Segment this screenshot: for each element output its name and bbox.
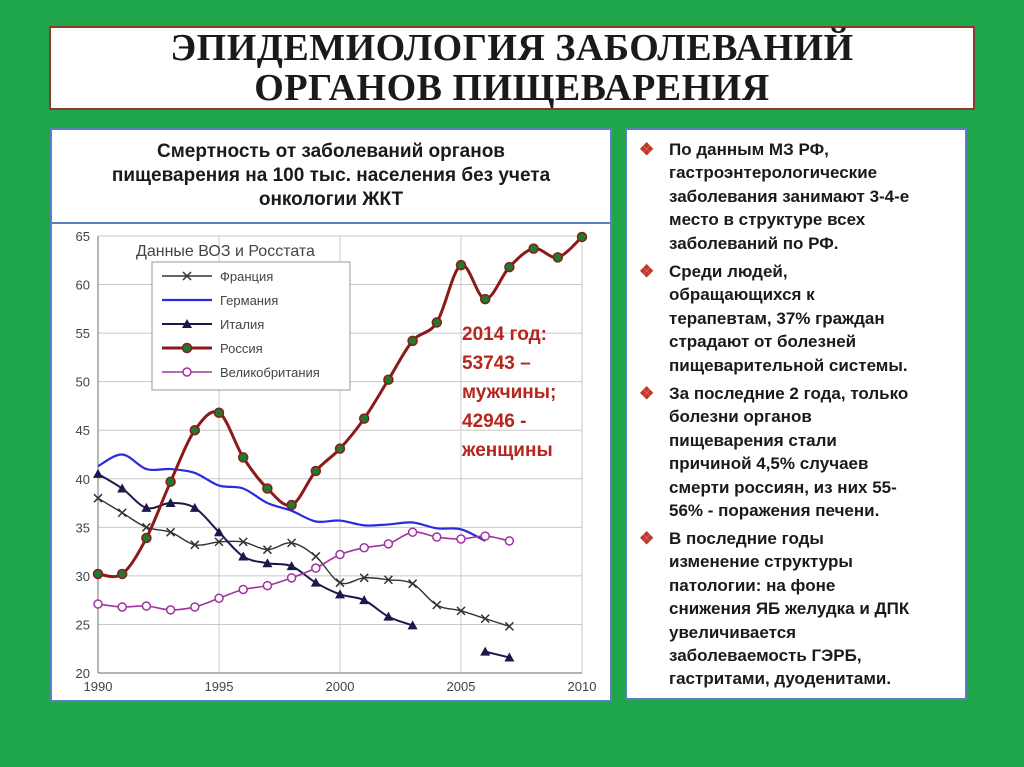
data-point-series-4 bbox=[360, 414, 369, 423]
fact-line: заболевания занимают 3-4-е bbox=[669, 186, 910, 206]
data-point-series-1 bbox=[481, 615, 489, 623]
data-point-series-4 bbox=[215, 408, 224, 417]
fact-line: болезни органов bbox=[669, 407, 812, 427]
data-point-series-5 bbox=[457, 535, 465, 543]
x-tick-label: 2005 bbox=[446, 679, 476, 694]
chart-title: Данные ВОЗ и Росстата bbox=[136, 243, 315, 260]
fact-text-4 bbox=[669, 527, 909, 691]
data-point-series-4 bbox=[553, 253, 562, 262]
fact-item-1 bbox=[639, 138, 957, 255]
data-point-series-3 bbox=[383, 612, 393, 621]
data-point-series-5 bbox=[409, 528, 417, 536]
fact-line: гастроэнтерологические bbox=[669, 163, 878, 183]
mortality-line-chart bbox=[52, 224, 610, 700]
slide-title-line-2: ОРГАНОВ ПИЩЕВАРЕНИЯ bbox=[254, 67, 770, 109]
data-point-series-1 bbox=[409, 580, 417, 588]
fact-line: По данным МЗ РФ, bbox=[669, 140, 829, 159]
y-tick-label: 40 bbox=[75, 471, 90, 487]
data-point-series-5 bbox=[263, 582, 271, 590]
fact-item-3 bbox=[639, 382, 957, 522]
legend-marker bbox=[183, 344, 192, 353]
data-point-series-4 bbox=[408, 336, 417, 345]
chart-header bbox=[52, 130, 610, 224]
data-point-series-3 bbox=[190, 503, 200, 512]
annotation-line: 42946 - bbox=[462, 411, 527, 432]
data-point-series-4 bbox=[166, 477, 175, 486]
data-point-series-5 bbox=[481, 532, 489, 540]
slide-title bbox=[49, 26, 975, 110]
y-tick-label: 45 bbox=[75, 423, 90, 439]
data-point-series-4 bbox=[529, 244, 538, 253]
fact-line: За последние 2 года, только bbox=[669, 384, 909, 403]
diamond-bullet-icon: ❖ bbox=[639, 140, 655, 159]
data-point-series-4 bbox=[336, 444, 345, 453]
data-point-series-5 bbox=[215, 594, 223, 602]
data-point-series-4 bbox=[118, 569, 127, 578]
data-point-series-5 bbox=[239, 585, 247, 593]
legend-label: Италия bbox=[220, 317, 265, 332]
fact-line: пищеварения стали bbox=[669, 430, 837, 450]
fact-line: Среди людей, bbox=[669, 262, 788, 281]
y-tick-label: 60 bbox=[75, 277, 90, 293]
x-tick-label: 2000 bbox=[325, 679, 355, 694]
data-point-series-1 bbox=[312, 552, 320, 560]
diamond-bullet-icon: ❖ bbox=[639, 384, 655, 403]
x-tick-label: 2010 bbox=[567, 679, 597, 694]
data-point-series-4 bbox=[239, 453, 248, 462]
data-point-series-4 bbox=[457, 261, 466, 270]
data-point-series-1 bbox=[118, 509, 126, 517]
fact-line: пищеварительной системы. bbox=[669, 355, 908, 375]
fact-text-1 bbox=[669, 138, 909, 255]
fact-line: заболеваемость ГЭРБ, bbox=[669, 646, 862, 666]
legend-label: Великобритания bbox=[220, 365, 320, 380]
legend-marker bbox=[183, 368, 191, 376]
slide-title-line-1: ЭПИДЕМИОЛОГИЯ ЗАБОЛЕВАНИЙ bbox=[170, 27, 854, 69]
data-point-series-5 bbox=[94, 600, 102, 608]
fact-line: 56% - поражения печени. bbox=[669, 501, 880, 521]
fact-line: заболеваний по РФ. bbox=[669, 233, 839, 253]
data-point-series-3 bbox=[480, 647, 490, 656]
data-point-series-5 bbox=[167, 606, 175, 614]
data-point-series-1 bbox=[505, 622, 513, 630]
fact-line: смерти россиян, из них 55- bbox=[669, 477, 897, 497]
legend-label: Франция bbox=[220, 269, 274, 284]
fact-text-2 bbox=[669, 260, 908, 377]
data-point-series-1 bbox=[167, 528, 175, 536]
data-point-series-1 bbox=[433, 601, 441, 609]
fact-line: место в структуре всех bbox=[669, 210, 866, 230]
chart-header-line-3: онкологии ЖКТ bbox=[258, 189, 404, 210]
data-point-series-5 bbox=[191, 603, 199, 611]
data-point-series-5 bbox=[142, 602, 150, 610]
fact-item-2 bbox=[639, 260, 957, 377]
data-point-series-4 bbox=[142, 534, 151, 543]
data-point-series-3 bbox=[311, 578, 321, 587]
data-point-series-4 bbox=[263, 484, 272, 493]
annotation-line: 53743 – bbox=[462, 353, 531, 374]
fact-line: снижения ЯБ желудка и ДПК bbox=[669, 599, 910, 619]
legend-label: Россия bbox=[220, 341, 263, 356]
data-point-series-4 bbox=[94, 569, 103, 578]
fact-item-4 bbox=[639, 527, 957, 691]
fact-line: изменение структуры bbox=[669, 552, 853, 572]
fact-text-3 bbox=[669, 382, 908, 522]
data-point-series-5 bbox=[288, 574, 296, 582]
data-point-series-3 bbox=[93, 469, 103, 478]
data-point-series-5 bbox=[118, 603, 126, 611]
data-point-series-3 bbox=[117, 483, 127, 492]
data-point-series-5 bbox=[384, 540, 392, 548]
data-point-series-4 bbox=[311, 467, 320, 476]
chart-header-line-1: Смертность от заболеваний органов bbox=[157, 141, 505, 162]
annotation-line: 2014 год: bbox=[462, 324, 547, 345]
annotation-line: мужчины; bbox=[462, 382, 557, 403]
data-point-series-5 bbox=[433, 533, 441, 541]
fact-line: В последние годы bbox=[669, 529, 824, 548]
facts-panel bbox=[625, 128, 967, 700]
data-point-series-4 bbox=[481, 295, 490, 304]
y-tick-label: 20 bbox=[75, 666, 90, 681]
fact-line: обращающихся к bbox=[669, 285, 815, 305]
chart-panel bbox=[50, 128, 612, 702]
data-point-series-4 bbox=[432, 318, 441, 327]
series-line-5 bbox=[98, 532, 509, 610]
series-line-2 bbox=[98, 454, 485, 540]
y-tick-label: 65 bbox=[75, 229, 90, 244]
diamond-bullet-icon: ❖ bbox=[639, 262, 655, 281]
x-tick-label: 1990 bbox=[83, 679, 113, 694]
data-point-series-4 bbox=[287, 500, 296, 509]
data-point-series-4 bbox=[578, 232, 587, 241]
y-tick-label: 30 bbox=[75, 568, 90, 584]
x-tick-label: 1995 bbox=[204, 679, 234, 694]
data-point-series-4 bbox=[384, 375, 393, 384]
fact-line: патологии: на фоне bbox=[669, 575, 836, 595]
data-point-series-4 bbox=[190, 426, 199, 435]
chart-header-line-2: пищеварения на 100 тыс. населения без учета bbox=[111, 165, 551, 186]
fact-line: причиной 4,5% случаев bbox=[669, 454, 869, 474]
annotation-line: женщины bbox=[462, 440, 553, 461]
fact-line: терапевтам, 37% граждан bbox=[669, 308, 885, 328]
y-tick-label: 55 bbox=[75, 326, 90, 342]
diamond-bullet-icon: ❖ bbox=[639, 529, 655, 548]
legend-label: Германия bbox=[220, 293, 279, 308]
fact-line: страдают от болезней bbox=[669, 332, 857, 352]
y-tick-label: 35 bbox=[75, 520, 90, 536]
data-point-series-5 bbox=[336, 551, 344, 559]
data-point-series-4 bbox=[505, 263, 514, 272]
y-tick-label: 25 bbox=[75, 617, 90, 633]
data-point-series-5 bbox=[505, 537, 513, 545]
data-point-series-5 bbox=[312, 564, 320, 572]
fact-line: увеличивается bbox=[669, 622, 797, 642]
data-point-series-5 bbox=[360, 544, 368, 552]
fact-line: гастритами, дуоденитами. bbox=[669, 669, 892, 689]
y-tick-label: 50 bbox=[75, 374, 90, 390]
